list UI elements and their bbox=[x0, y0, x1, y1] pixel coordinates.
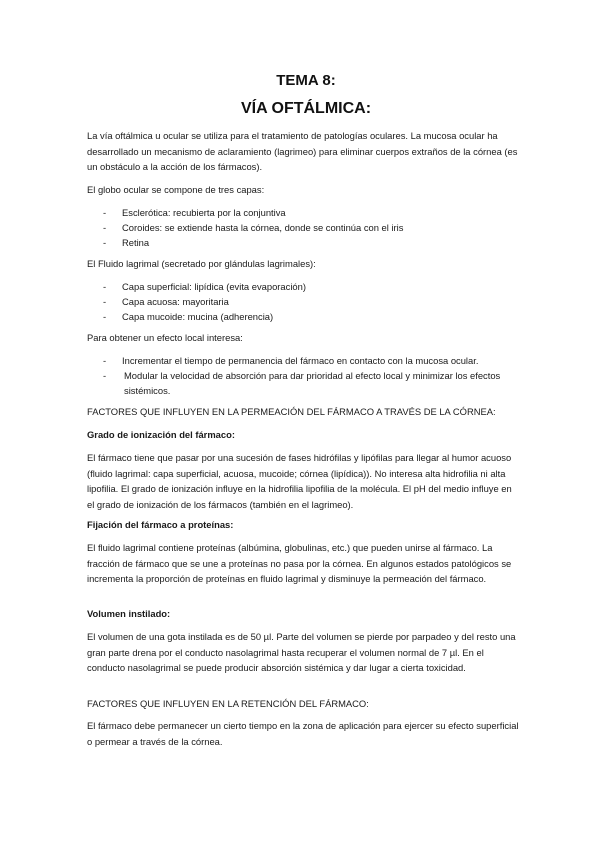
dash-bullet: - bbox=[103, 207, 107, 218]
dash-bullet: - bbox=[103, 281, 107, 292]
efecto-title: Para obtener un efecto local interesa: bbox=[87, 332, 243, 343]
dash-bullet: - bbox=[103, 311, 107, 322]
list-item-text: Retina bbox=[122, 237, 150, 248]
subheading-ionizacion: Grado de ionización del fármaco: bbox=[87, 429, 235, 440]
dash-bullet: - bbox=[103, 222, 107, 233]
list-item-text: Capa acuosa: mayoritaria bbox=[122, 296, 229, 307]
dash-bullet: - bbox=[103, 355, 107, 366]
list-item-text: Coroides: se extiende hasta la córnea, donde se continúa con el iris bbox=[122, 222, 404, 233]
subheading-volumen: Volumen instilado: bbox=[87, 608, 171, 619]
intro-paragraph: La vía oftálmica u ocular se utiliza para el tratamiento de patologías oculares. La mucosa ocular ha desarrollado un mecanismo de aclaramiento (lagrimeo) para eliminar cuerpos extraños de la córnea (es un obstáculo a la acción de los fármacos). bbox=[87, 130, 518, 172]
section-heading-permeacion: FACTORES QUE INFLUYEN EN LA PERMEACIÓN DEL FÁRMACO A TRAVÉS DE LA CÓRNEA: bbox=[87, 406, 496, 417]
section-heading-retencion: FACTORES QUE INFLUYEN EN LA RETENCIÓN DEL FÁRMACO: bbox=[87, 698, 369, 709]
list-item-text: Esclerótica: recubierta por la conjuntiva bbox=[122, 207, 286, 218]
list-item-text: Capa mucoide: mucina (adherencia) bbox=[122, 311, 274, 322]
ionizacion-paragraph: El fármaco tiene que pasar por una sucesión de fases hidrófilas y lipófilas para llegar al humor acuoso (fluido lagrimal: capa superficial, acuosa, mucoide; córnea (lipídica)). No interesa alta hidrofilia ni alta lipofilia. El grado de ionización influye en la hidrofilia lipofilia de la molécula. El pH del medio influye en el grado de ionización de los fármacos (también en el lagrimeo). bbox=[87, 452, 512, 510]
subheading-fijacion: Fijación del fármaco a proteínas: bbox=[87, 519, 234, 530]
capas-title: El globo ocular se compone de tres capas: bbox=[87, 184, 265, 195]
page-heading-tema: TEMA 8: bbox=[276, 72, 336, 89]
list-item-text: Modular la velocidad de absorción para dar prioridad al efecto local y minimizar los efectos sistémicos. bbox=[124, 370, 501, 396]
list-item-text: Capa superficial: lipídica (evita evaporación) bbox=[122, 281, 306, 292]
retencion-paragraph: El fármaco debe permanecer un cierto tiempo en la zona de aplicación para ejercer su efecto superficial o permear a través de la córnea. bbox=[87, 720, 519, 747]
fluido-title: El Fluido lagrimal (secretado por glándulas lagrimales): bbox=[87, 258, 316, 269]
list-item-text: Incrementar el tiempo de permanencia del fármaco en contacto con la mucosa ocular. bbox=[122, 355, 479, 366]
volumen-paragraph: El volumen de una gota instilada es de 50 µl. Parte del volumen se pierde por parpadeo y del resto una gran parte drena por el conducto nasolagrimal hasta recuperar el volumen normal de 7 µl. En el conducto nasolagrimal se puede producir absorción sistémica y dar lugar a cierta toxicidad. bbox=[87, 631, 516, 673]
dash-bullet: - bbox=[103, 370, 107, 381]
dash-bullet: - bbox=[103, 237, 107, 248]
dash-bullet: - bbox=[103, 296, 107, 307]
fijacion-paragraph: El fluido lagrimal contiene proteínas (albúmina, globulinas, etc.) que pueden unirse al fármaco. La fracción de fármaco que se une a proteínas no pasa por la córnea. En algunos estados patológicos se incrementa la proporción de proteínas en fluido lagrimal y disminuye la permeación del fármaco. bbox=[87, 542, 512, 584]
page-heading-via: VÍA OFTÁLMICA: bbox=[240, 100, 372, 117]
